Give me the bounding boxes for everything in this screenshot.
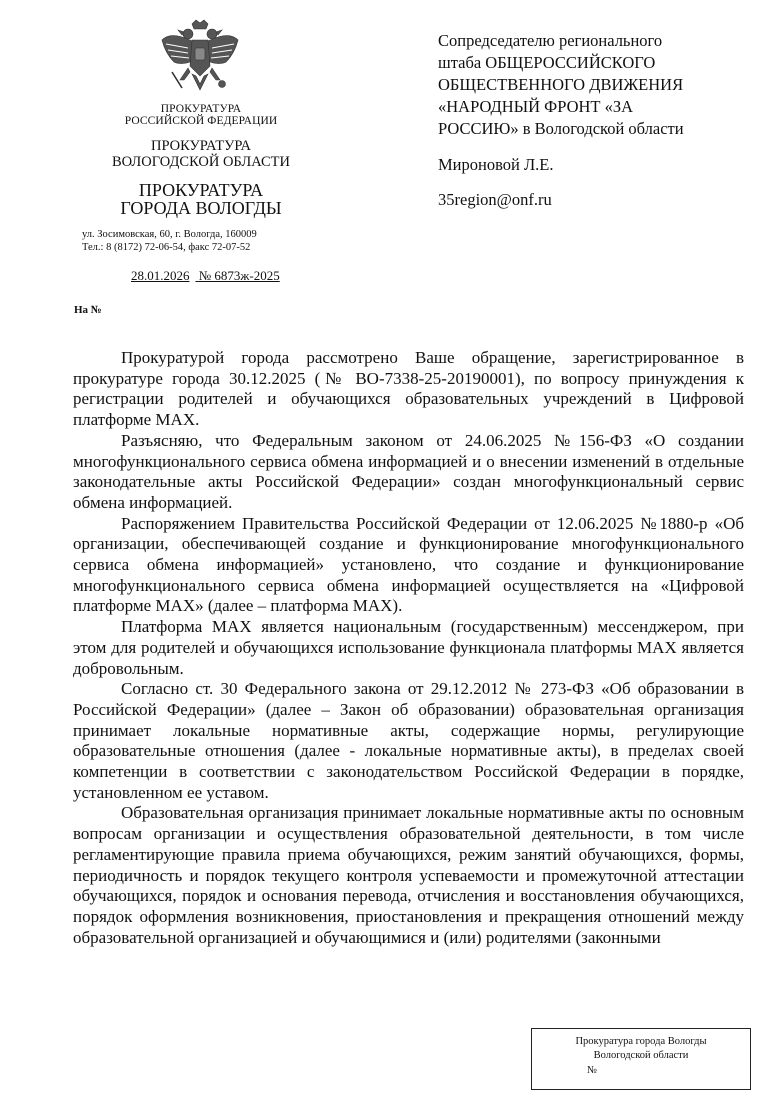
- addressee-name: Мироновой Л.Е.: [438, 155, 554, 174]
- letter-body: [73, 348, 744, 948]
- addressee-line: Сопредседателю регионального: [438, 31, 663, 50]
- stamp-line1: Прокуратура города Вологды: [575, 1036, 707, 1047]
- addressee-line: ОБЩЕСТВЕННОГО ДВИЖЕНИЯ: [438, 75, 684, 94]
- body-paragraph: Разъясняю, что Федеральным законом от 24.06.2025 №156-ФЗ «О создании многофункционального сервиса обмена информацией и о внесении изменений в отдельные законодательные акты Российской Федерации» создан многофункциональный сервис обмена информацией.: [73, 430, 744, 512]
- addressee-line: штаба ОБЩЕРОССИЙСКОГО: [438, 53, 656, 72]
- na-label: На №: [74, 304, 102, 316]
- letterhead-line3: ПРОКУРАТУРА: [150, 138, 252, 154]
- double-headed-eagle-emblem-icon: [158, 18, 242, 104]
- letterhead-phone: Тел.: 8 (8172) 72-06-54, факс 72-07-52: [82, 242, 251, 253]
- addressee-line: РОССИЮ» в Вологодской области: [438, 119, 684, 138]
- registration-stamp: [531, 1028, 751, 1090]
- letterhead-line5: ПРОКУРАТУРА: [138, 180, 264, 200]
- letterhead-line1: ПРОКУРАТУРА: [160, 103, 242, 115]
- body-paragraph: Прокуратурой города рассмотрено Ваше обращение, зарегистрированное в прокуратуре города 30.12.2025 (№ ВО-7338-25-20190001), по вопросу принуждения к регистрации родителей и обучающихся образовательных учреждений в Цифровой платформе MAX.: [73, 348, 744, 430]
- body-paragraph: Платформа MAX является национальным (государственным) мессенджером, при этом для родителей и обучающихся использование функционала платформы MAX является добровольным.: [73, 617, 744, 678]
- addressee-block: [438, 30, 738, 211]
- body-paragraph: Образовательная организация принимает локальные нормативные акты по основным вопросам организации и осуществления образовательной деятельности, в том числе регламентирующие правила приема обучающихся, режим занятий обучающихся, формы, периодичность и порядок текущего контроля успеваемости и промежуточной аттестации обучающихся, порядок и основания перевода, отчисления и восстановления обучающихся, порядок оформления возникновения, приостановления и прекращения отношений между образовательной организацией и обучающимися и (или) родителями (законными: [73, 803, 744, 947]
- stamp-number-label: №: [587, 1065, 598, 1076]
- letterhead-line4: ВОЛОГОДСКОЙ ОБЛАСТИ: [112, 154, 290, 170]
- addressee-email: 35region@onf.ru: [438, 190, 552, 209]
- letterhead-line6: ГОРОДА ВОЛОГДЫ: [120, 198, 282, 218]
- outgoing-number: № 6873ж-2025: [198, 268, 280, 283]
- body-paragraph: Распоряжением Правительства Российской Федерации от 12.06.2025 №1880-р «Об организации, обеспечивающей создание и функционирование многофункционального сервиса обмена информацией» установлено, что создание и функционирование многофункционального сервиса обмена информацией осуществляется на «Цифровой платформе MAX» (далее – платформа MAX).: [73, 513, 744, 616]
- stamp-line2: Вологодской области: [593, 1050, 689, 1061]
- addressee-line: «НАРОДНЫЙ ФРОНТ «ЗА: [438, 97, 634, 116]
- outgoing-date: 28.01.2026: [131, 268, 190, 283]
- registration-line: [131, 268, 286, 284]
- letterhead-line2: РОССИЙСКОЙ ФЕДЕРАЦИИ: [124, 115, 278, 127]
- letterhead-address: ул. Зосимовская, 60, г. Вологда, 160009: [82, 229, 257, 240]
- body-paragraph: Согласно ст. 30 Федерального закона от 29.12.2012 № 273-ФЗ «Об образовании в Российской Федерации» (далее – Закон об образовании) образовательная организация принимает локальные нормативные акты, содержащие нормы, регулирующие образовательные отношения (далее - локальные нормативные акты), в пределах своей компетенции в соответствии с законодательством Российской Федерации в порядке, установленном ее уставом.: [73, 679, 744, 802]
